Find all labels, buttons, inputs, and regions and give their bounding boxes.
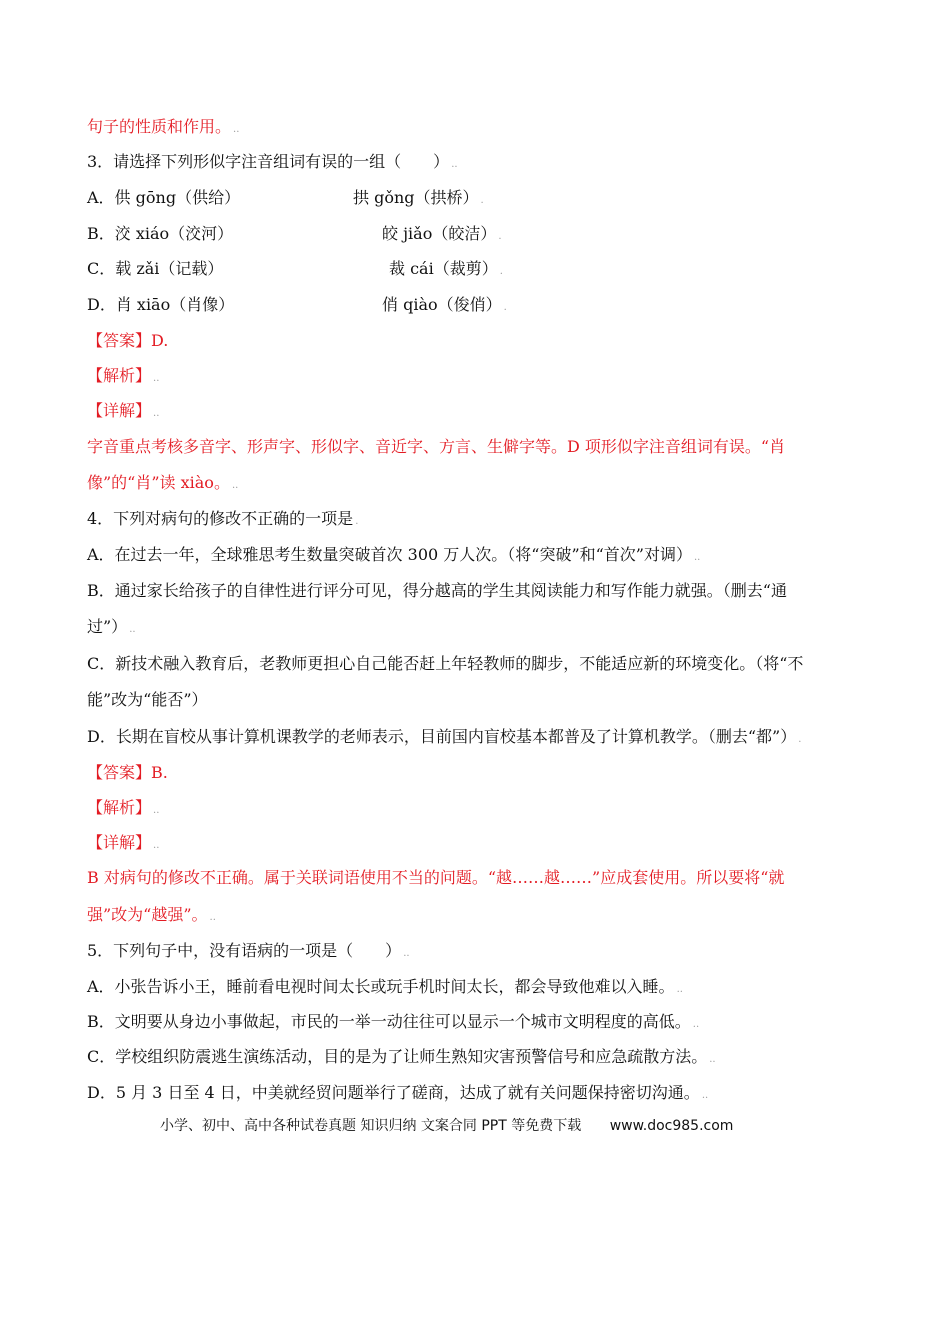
q4-explanation-2: 强”改为“越强”。 .. [87,905,216,924]
q3-explanation-2: 像”的“肖”读 xiào。 .. [87,473,239,492]
q4-option-a: A．在过去一年，全球雅思考生数量突破首次 300 万人次。（将“突破”和“首次”对调） .. [87,545,701,564]
q4-answer: 【答案】B. [87,763,168,782]
question-3: 3．请选择下列形似字注音组词有误的一组（ ） .. [87,152,458,171]
q4-analysis-label: 【解析】 .. [87,798,160,817]
text-line: 句子的性质和作用。 .. [87,117,240,136]
q3-analysis-label: 【解析】 .. [87,366,160,385]
q3-option-d-right: 俏 qiào（俊俏） . [382,295,507,314]
q3-option-a-right: 拱 gǒng（拱桥） . [353,188,484,207]
q3-option-b: B．洨 xiáo（洨河） [87,224,234,243]
footer-url[interactable]: www.doc985.com [609,1118,734,1134]
q4-detail-label: 【详解】 .. [87,833,160,852]
q5-option-a: A．小张告诉小王，睡前看电视时间太长或玩手机时间太长，都会导致他难以入睡。 .. [87,977,683,996]
q4-option-d: D．长期在盲校从事计算机课教学的老师表示，目前国内盲校基本都普及了计算机教学。（删去“都”） . [87,727,802,746]
q3-option-c-right: 裁 cái（裁剪） . [389,259,503,278]
q4-option-c-2: 能”改为“能否”） [87,690,208,709]
q5-option-b: B．文明要从身边小事做起，市民的一举一动往往可以显示一个城市文明程度的高低。 .. [87,1012,700,1031]
question-4: 4．下列对病句的修改不正确的一项是 . [87,509,359,528]
q4-explanation-1: B 对病句的修改不正确。属于关联词语使用不当的问题。“越……越……”应成套使用。所以要将“就 [87,868,785,887]
q5-option-d: D．5 月 3 日至 4 日，中美就经贸问题举行了磋商，达成了就有关问题保持密切沟通。 .. [87,1083,709,1102]
q3-explanation-1: 字音重点考核多音字、形声字、形似字、音近字、方言、生僻字等。D 项形似字注音组词有误。“肖 [87,437,786,456]
q4-option-b-1: B．通过家长给孩子的自律性进行评分可见，得分越高的学生其阅读能力和写作能力就强。（删去“通 [87,581,787,600]
q3-option-c: C．载 zǎi（记载） [87,259,224,278]
q3-option-b-right: 皎 jiǎo（皎洁） . [382,224,502,243]
page-footer [160,1115,733,1135]
q4-option-b-2: 过”） .. [87,617,136,636]
q5-option-c: C．学校组织防震逃生演练活动，目的是为了让师生熟知灾害预警信号和应急疏散方法。 .. [87,1047,716,1066]
question-5: 5．下列句子中，没有语病的一项是（ ） .. [87,941,410,960]
q3-option-a: A．供 gōng（供给） [87,188,241,207]
q3-option-d: D．肖 xiāo（肖像） [87,295,235,314]
q4-option-c-1: C．新技术融入教育后，老教师更担心自己能否赶上年轻教师的脚步，不能适应新的环境变化。（将“不 [87,654,804,673]
q3-answer: 【答案】D. [87,331,169,350]
q3-detail-label: 【详解】 .. [87,401,160,420]
footer-text: 小学、初中、高中各种试卷真题 知识归纳 文案合同 PPT 等免费下载 [160,1118,582,1134]
